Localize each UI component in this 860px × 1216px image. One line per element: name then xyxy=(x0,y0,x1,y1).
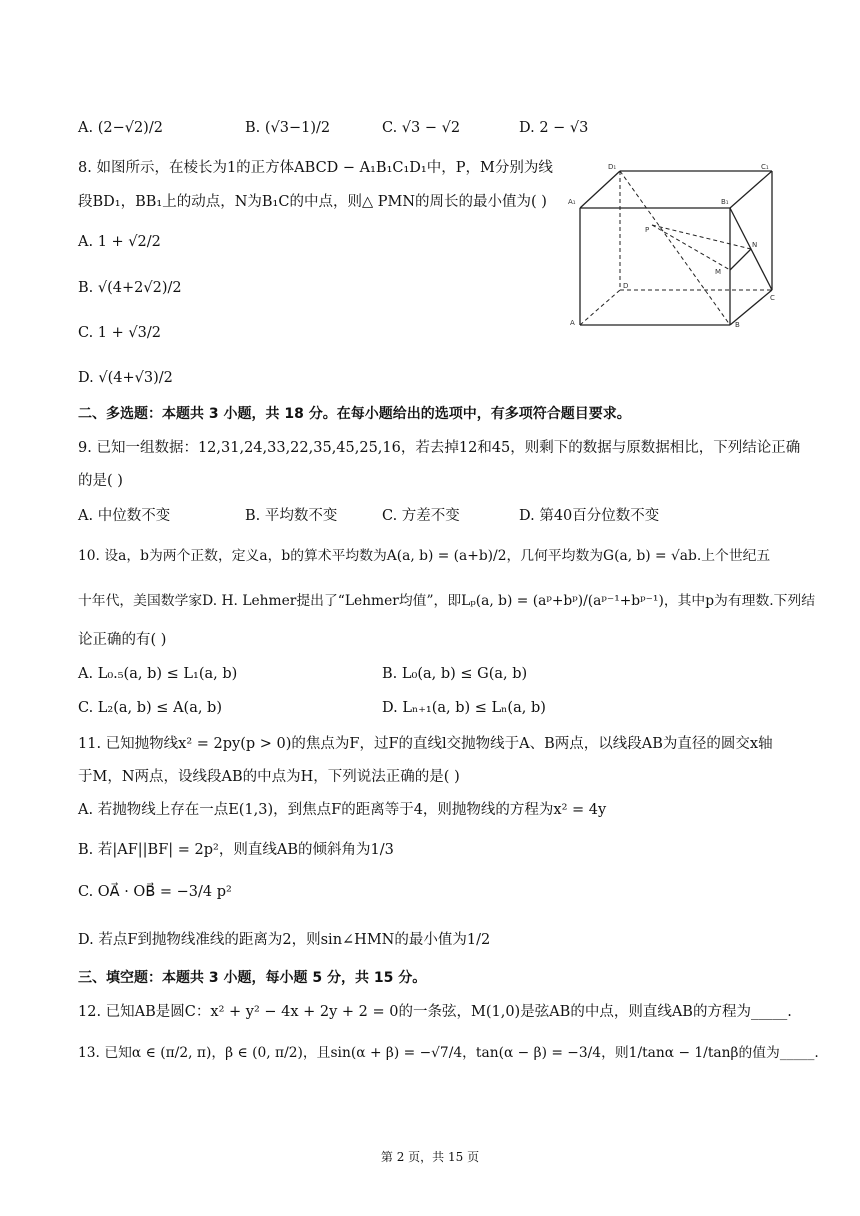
q10-stem-line3: 论正确的有( ) xyxy=(78,632,167,648)
q8-option-d: D. √(4+√3)/2 xyxy=(78,370,173,386)
q10-stem-line2: 十年代，美国数学家D. H. Lehmer提出了“Lehmer均值”，即Lₚ(a, b) = (aᵖ+bᵖ)/(aᵖ⁻¹+bᵖ⁻¹)，其中p为有理数.下列结 xyxy=(78,593,816,609)
q8-option-b: B. √(4+2√2)/2 xyxy=(78,280,182,296)
q8-stem-line2: 段BD₁，BB₁上的动点，N为B₁C的中点，则△ PMN的周长的最小值为( ) xyxy=(78,194,547,210)
q11-option-b: B. 若|AF||BF| = 2p²，则直线AB的倾斜角为1/3 xyxy=(78,842,394,858)
q9-option-b: B. 平均数不变 xyxy=(245,508,338,524)
label-a: A xyxy=(570,319,575,327)
q9-option-c: C. 方差不变 xyxy=(382,508,460,524)
q10-option-d: D. Lₙ₊₁(a, b) ≤ Lₙ(a, b) xyxy=(382,700,546,716)
label-d1: D₁ xyxy=(608,163,617,171)
q13-stem: 13. 已知α ∈ (π/2, π)，β ∈ (0, π/2)，且sin(α + β) = −√7/4，tan(α − β) = −3/4，则1/tanα − 1/tanβ的值为_____. xyxy=(78,1045,819,1061)
q11-option-c: C. OA⃗ · OB⃗ = −3/4 p² xyxy=(78,884,232,900)
q9-stem-line2: 的是( ) xyxy=(78,473,123,489)
q7-option-b: B. (√3−1)/2 xyxy=(245,120,331,136)
q12-stem: 12. 已知AB是圆C：x² + y² − 4x + 2y + 2 = 0的一条弦，M(1,0)是弦AB的中点，则直线AB的方程为_____. xyxy=(78,1004,792,1020)
q10-option-a: A. L₀.₅(a, b) ≤ L₁(a, b) xyxy=(78,666,238,682)
q7-option-c: C. √3 − √2 xyxy=(382,120,461,136)
label-p: P xyxy=(645,226,650,234)
q8-option-a: A. 1 + √2/2 xyxy=(78,234,161,250)
label-a1: A₁ xyxy=(568,198,576,206)
section-3-heading: 三、填空题：本题共 3 小题，每小题 5 分，共 15 分。 xyxy=(78,970,427,986)
q11-stem-line1: 11. 已知抛物线x² = 2py(p > 0)的焦点为F，过F的直线l交抛物线于A、B两点，以线段AB为直径的圆交x轴 xyxy=(78,736,773,752)
label-c1: C₁ xyxy=(761,163,769,171)
q11-option-a: A. 若抛物线上存在一点E(1,3)，到焦点F的距离等于4，则抛物线的方程为x² = 4y xyxy=(78,802,607,818)
q8-stem-line1: 8. 如图所示，在棱长为1的正方体ABCD − A₁B₁C₁D₁中，P，M分别为线 xyxy=(78,160,553,176)
q10-option-c: C. L₂(a, b) ≤ A(a, b) xyxy=(78,700,222,716)
label-n: N xyxy=(752,241,758,249)
q8-option-c: C. 1 + √3/2 xyxy=(78,325,161,341)
q9-stem-line1: 9. 已知一组数据：12,31,24,33,22,35,45,25,16，若去掉12和45，则剩下的数据与原数据相比，下列结论正确 xyxy=(78,440,801,456)
q11-option-d: D. 若点F到抛物线准线的距离为2，则sin∠HMN的最小值为1/2 xyxy=(78,932,491,948)
label-b1: B₁ xyxy=(721,198,729,206)
label-b: B xyxy=(735,321,740,329)
q9-option-d: D. 第40百分位数不变 xyxy=(519,508,660,524)
section-2-heading: 二、多选题：本题共 3 小题，共 18 分。在每小题给出的选项中，有多项符合题目要求。 xyxy=(78,406,631,422)
q10-option-b: B. L₀(a, b) ≤ G(a, b) xyxy=(382,666,528,682)
label-d: D xyxy=(623,282,629,290)
q11-stem-line2: 于M，N两点，设线段AB的中点为H，下列说法正确的是( ) xyxy=(78,769,460,785)
q7-option-a: A. (2−√2)/2 xyxy=(78,120,163,136)
q10-stem-line1: 10. 设a，b为两个正数，定义a，b的算术平均数为A(a, b) = (a+b)/2，几何平均数为G(a, b) = √ab.上个世纪五 xyxy=(78,548,771,564)
label-m: M xyxy=(715,268,722,276)
label-c: C xyxy=(770,294,775,302)
q7-option-d: D. 2 − √3 xyxy=(519,120,589,136)
q9-option-a: A. 中位数不变 xyxy=(78,508,171,524)
cube-figure xyxy=(565,158,780,333)
page-footer: 第 2 页，共 15 页 xyxy=(380,1150,480,1164)
